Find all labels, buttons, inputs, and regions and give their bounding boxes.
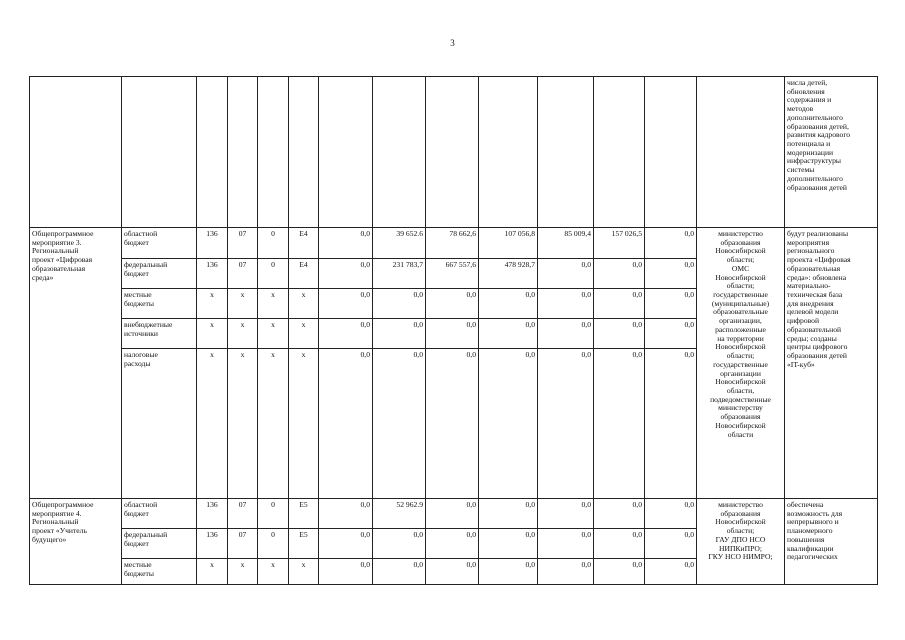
funding-source-cell: федеральный бюджет xyxy=(122,259,197,289)
code-cell-1: х xyxy=(197,349,228,499)
amount-cell: 0,0 xyxy=(645,499,697,529)
amount-cell: 0,0 xyxy=(319,529,373,559)
amount-cell: 0,0 xyxy=(426,349,479,499)
amount-cell: 0,0 xyxy=(319,319,373,349)
funding-source-cell: областной бюджет xyxy=(122,228,197,259)
empty-cell xyxy=(697,77,785,228)
empty-cell xyxy=(258,77,289,228)
code-cell-2: х xyxy=(228,559,258,585)
code-cell-4: E5 xyxy=(289,529,319,559)
empty-cell xyxy=(645,77,697,228)
code-cell-3: 0 xyxy=(258,228,289,259)
amount-cell: 0,0 xyxy=(319,499,373,529)
amount-cell: 0,0 xyxy=(426,499,479,529)
empty-cell xyxy=(289,77,319,228)
funding-source-cell: внебюджетные источники xyxy=(122,319,197,349)
code-cell-1: х xyxy=(197,319,228,349)
amount-cell: 0,0 xyxy=(426,529,479,559)
empty-cell xyxy=(30,77,122,228)
funding-source-cell: областной бюджет xyxy=(122,499,197,529)
code-cell-1: х xyxy=(197,559,228,585)
amount-cell: 0,0 xyxy=(538,499,594,529)
amount-cell: 0,0 xyxy=(319,289,373,319)
empty-cell xyxy=(373,77,426,228)
executor-cell: министерство образования Новосибирской области; ГАУ ДПО НСО НИПКиПРО; ГКУ НСО НИМРО; xyxy=(697,499,785,585)
empty-cell xyxy=(426,77,479,228)
amount-cell: 0,0 xyxy=(373,349,426,499)
code-cell-2: х xyxy=(228,319,258,349)
empty-cell xyxy=(319,77,373,228)
amount-cell: 0,0 xyxy=(479,289,538,319)
amount-cell: 0,0 xyxy=(594,259,645,289)
amount-cell: 157 026,5 xyxy=(594,228,645,259)
code-cell-2: 07 xyxy=(228,499,258,529)
funding-source-cell: местные бюджеты xyxy=(122,559,197,585)
code-cell-4: х xyxy=(289,559,319,585)
amount-cell: 0,0 xyxy=(538,259,594,289)
amount-cell: 0,0 xyxy=(373,289,426,319)
amount-cell: 0,0 xyxy=(594,559,645,585)
amount-cell: 0,0 xyxy=(319,259,373,289)
page-number: 3 xyxy=(450,38,455,48)
expected-result-continuation: числа детей, обновления содержания и методов дополнительного образования детей, развития кадрового потенциала и модернизации инфраструктуры системы дополнительного образования детей xyxy=(785,77,878,228)
amount-cell: 0,0 xyxy=(594,289,645,319)
amount-cell: 478 928,7 xyxy=(479,259,538,289)
code-cell-1: х xyxy=(197,289,228,319)
amount-cell: 0,0 xyxy=(479,349,538,499)
code-cell-4: E4 xyxy=(289,228,319,259)
amount-cell: 0,0 xyxy=(373,529,426,559)
amount-cell: 0,0 xyxy=(319,349,373,499)
amount-cell: 39 652.6 xyxy=(373,228,426,259)
amount-cell: 0,0 xyxy=(426,319,479,349)
amount-cell: 0,0 xyxy=(538,319,594,349)
code-cell-2: х xyxy=(228,349,258,499)
code-cell-4: E5 xyxy=(289,499,319,529)
code-cell-4: E4 xyxy=(289,259,319,289)
code-cell-3: х xyxy=(258,559,289,585)
code-cell-3: х xyxy=(258,319,289,349)
amount-cell: 0,0 xyxy=(645,259,697,289)
amount-cell: 0,0 xyxy=(373,319,426,349)
amount-cell: 0,0 xyxy=(594,319,645,349)
amount-cell: 0,0 xyxy=(426,289,479,319)
amount-cell: 0,0 xyxy=(645,529,697,559)
budget-table xyxy=(29,76,878,585)
code-cell-3: 0 xyxy=(258,529,289,559)
code-cell-2: 07 xyxy=(228,529,258,559)
code-cell-4: х xyxy=(289,349,319,499)
table-row xyxy=(30,499,878,529)
amount-cell: 0,0 xyxy=(538,349,594,499)
amount-cell: 0,0 xyxy=(426,559,479,585)
amount-cell: 0,0 xyxy=(319,559,373,585)
code-cell-2: 07 xyxy=(228,259,258,289)
continuation-row xyxy=(30,77,878,228)
amount-cell: 85 009,4 xyxy=(538,228,594,259)
empty-cell xyxy=(228,77,258,228)
amount-cell: 231 783,7 xyxy=(373,259,426,289)
amount-cell: 0,0 xyxy=(645,228,697,259)
amount-cell: 78 662,6 xyxy=(426,228,479,259)
amount-cell: 0,0 xyxy=(479,529,538,559)
funding-source-cell: местные бюджеты xyxy=(122,289,197,319)
amount-cell: 0,0 xyxy=(319,228,373,259)
funding-source-cell: федеральный бюджет xyxy=(122,529,197,559)
event-name-cell: Общепрограммное мероприятие 3. Региональный проект «Цифровая образовательная среда» xyxy=(30,228,122,499)
amount-cell: 0,0 xyxy=(479,319,538,349)
code-cell-2: 07 xyxy=(228,228,258,259)
code-cell-4: х xyxy=(289,289,319,319)
executor-cell: министерство образования Новосибирской области; ОМС Новосибирской области; государственные (муниципальные) образовательные организации, расположенные на территории Новосибирской области; государственные организации Новосибирской области, подведомственные министерству образования Новосибирской области xyxy=(697,228,785,499)
table-row xyxy=(30,228,878,259)
amount-cell: 52 962.9 xyxy=(373,499,426,529)
expected-result-cell: обеспечена возможность для непрерывного и планомерного повышения квалификации педагогических xyxy=(785,499,878,585)
empty-cell xyxy=(594,77,645,228)
empty-cell xyxy=(538,77,594,228)
amount-cell: 0,0 xyxy=(645,319,697,349)
amount-cell: 0,0 xyxy=(594,529,645,559)
amount-cell: 0,0 xyxy=(538,559,594,585)
amount-cell: 0,0 xyxy=(538,529,594,559)
empty-cell xyxy=(122,77,197,228)
amount-cell: 0,0 xyxy=(645,349,697,499)
code-cell-3: 0 xyxy=(258,259,289,289)
amount-cell: 0,0 xyxy=(594,499,645,529)
code-cell-3: х xyxy=(258,289,289,319)
empty-cell xyxy=(479,77,538,228)
amount-cell: 0,0 xyxy=(538,289,594,319)
code-cell-1: 136 xyxy=(197,259,228,289)
code-cell-1: 136 xyxy=(197,499,228,529)
amount-cell: 107 056,8 xyxy=(479,228,538,259)
event-name-cell: Общепрограммное мероприятие 4. Региональный проект «Учитель будущего» xyxy=(30,499,122,585)
code-cell-2: х xyxy=(228,289,258,319)
code-cell-1: 136 xyxy=(197,228,228,259)
empty-cell xyxy=(197,77,228,228)
code-cell-3: х xyxy=(258,349,289,499)
code-cell-3: 0 xyxy=(258,499,289,529)
expected-result-cell: будут реализованы мероприятия регионального проекта «Цифровая образовательная среда»: обновлена материально- техническая база для внедрения целевой модели цифровой образовательной среды; созданы центры цифрового образования детей «IT-куб» xyxy=(785,228,878,499)
code-cell-4: х xyxy=(289,319,319,349)
amount-cell: 0,0 xyxy=(479,559,538,585)
amount-cell: 0,0 xyxy=(645,289,697,319)
code-cell-1: 136 xyxy=(197,529,228,559)
amount-cell: 0,0 xyxy=(645,559,697,585)
amount-cell: 667 557,6 xyxy=(426,259,479,289)
amount-cell: 0,0 xyxy=(373,559,426,585)
funding-source-cell: налоговые расходы xyxy=(122,349,197,499)
amount-cell: 0,0 xyxy=(594,349,645,499)
amount-cell: 0,0 xyxy=(479,499,538,529)
